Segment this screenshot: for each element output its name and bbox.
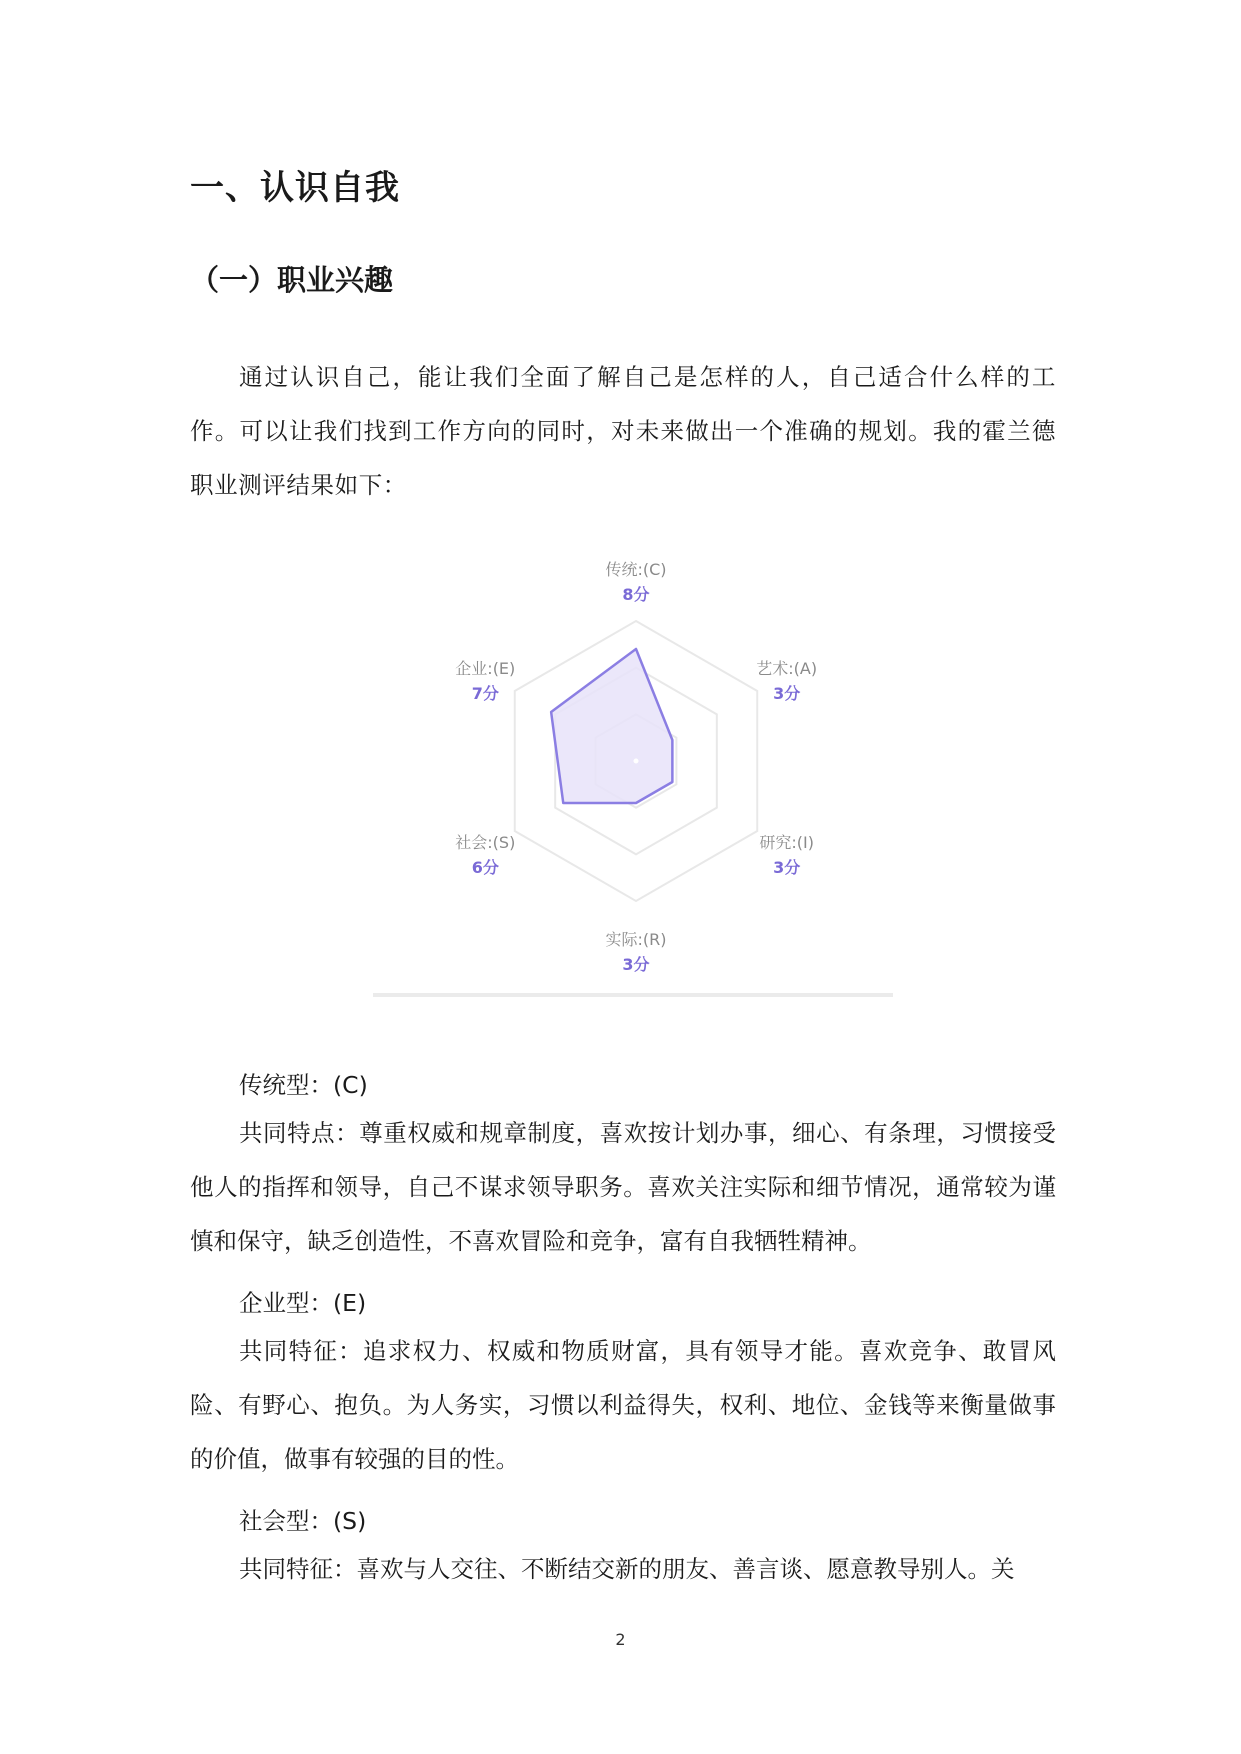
type-label-e: 企业型：(E) [239,1289,367,1317]
holland-radar-chart [370,545,890,1005]
chart-divider [373,993,893,997]
radar-center-dot [634,759,639,764]
radar-axis-label: 企业:(E) [455,659,516,678]
intro-paragraph: 通过认识自己，能让我们全面了解自己是怎样的人，自己适合什么样的工作。可以让我们找到工作方向的同时，对未来做出一个准确的规划。我的霍兰德职业测评结果如下： [190,363,1056,499]
radar-value-label: 6分 [471,858,499,877]
radar-axis-label: 实际:(R) [605,930,667,949]
page-number: 2 [615,1630,626,1649]
type-description-e: 共同特征：追求权力、权威和物质财富，具有领导才能。喜欢竞争、敢冒风险、有野心、抱负。为人务实，习惯以利益得失，权利、地位、金钱等来衡量做事的价值，做事有较强的目的性。 [190,1337,1056,1473]
section-heading: （一）职业兴趣 [190,263,394,297]
type-label-s: 社会型：(S) [239,1507,367,1535]
radar-axis-label: 社会:(S) [455,833,516,852]
radar-value-label: 7分 [471,684,499,703]
radar-value-label: 3分 [773,684,801,703]
radar-axis-label: 传统:(C) [605,560,667,579]
radar-svg [370,545,890,1005]
radar-value-label: 3分 [773,858,801,877]
radar-value-label: 3分 [622,955,650,974]
radar-axis-label: 研究:(I) [759,833,814,852]
radar-series-area [551,649,672,803]
type-description-c: 共同特点：尊重权威和规章制度，喜欢按计划办事，细心、有条理，习惯接受他人的指挥和领导，自己不谋求领导职务。喜欢关注实际和细节情况，通常较为谨慎和保守，缺乏创造性，不喜欢冒险和竞争，富有自我牺牲精神。 [190,1119,1056,1255]
radar-value-label: 8分 [622,585,650,604]
radar-axis-label: 艺术:(A) [756,659,818,678]
page-title: 一、认识自我 [190,168,400,208]
type-label-c: 传统型：(C) [239,1071,368,1099]
type-description-s: 共同特征：喜欢与人交往、不断结交新的朋友、善言谈、愿意教导别人。关 [239,1555,1015,1583]
